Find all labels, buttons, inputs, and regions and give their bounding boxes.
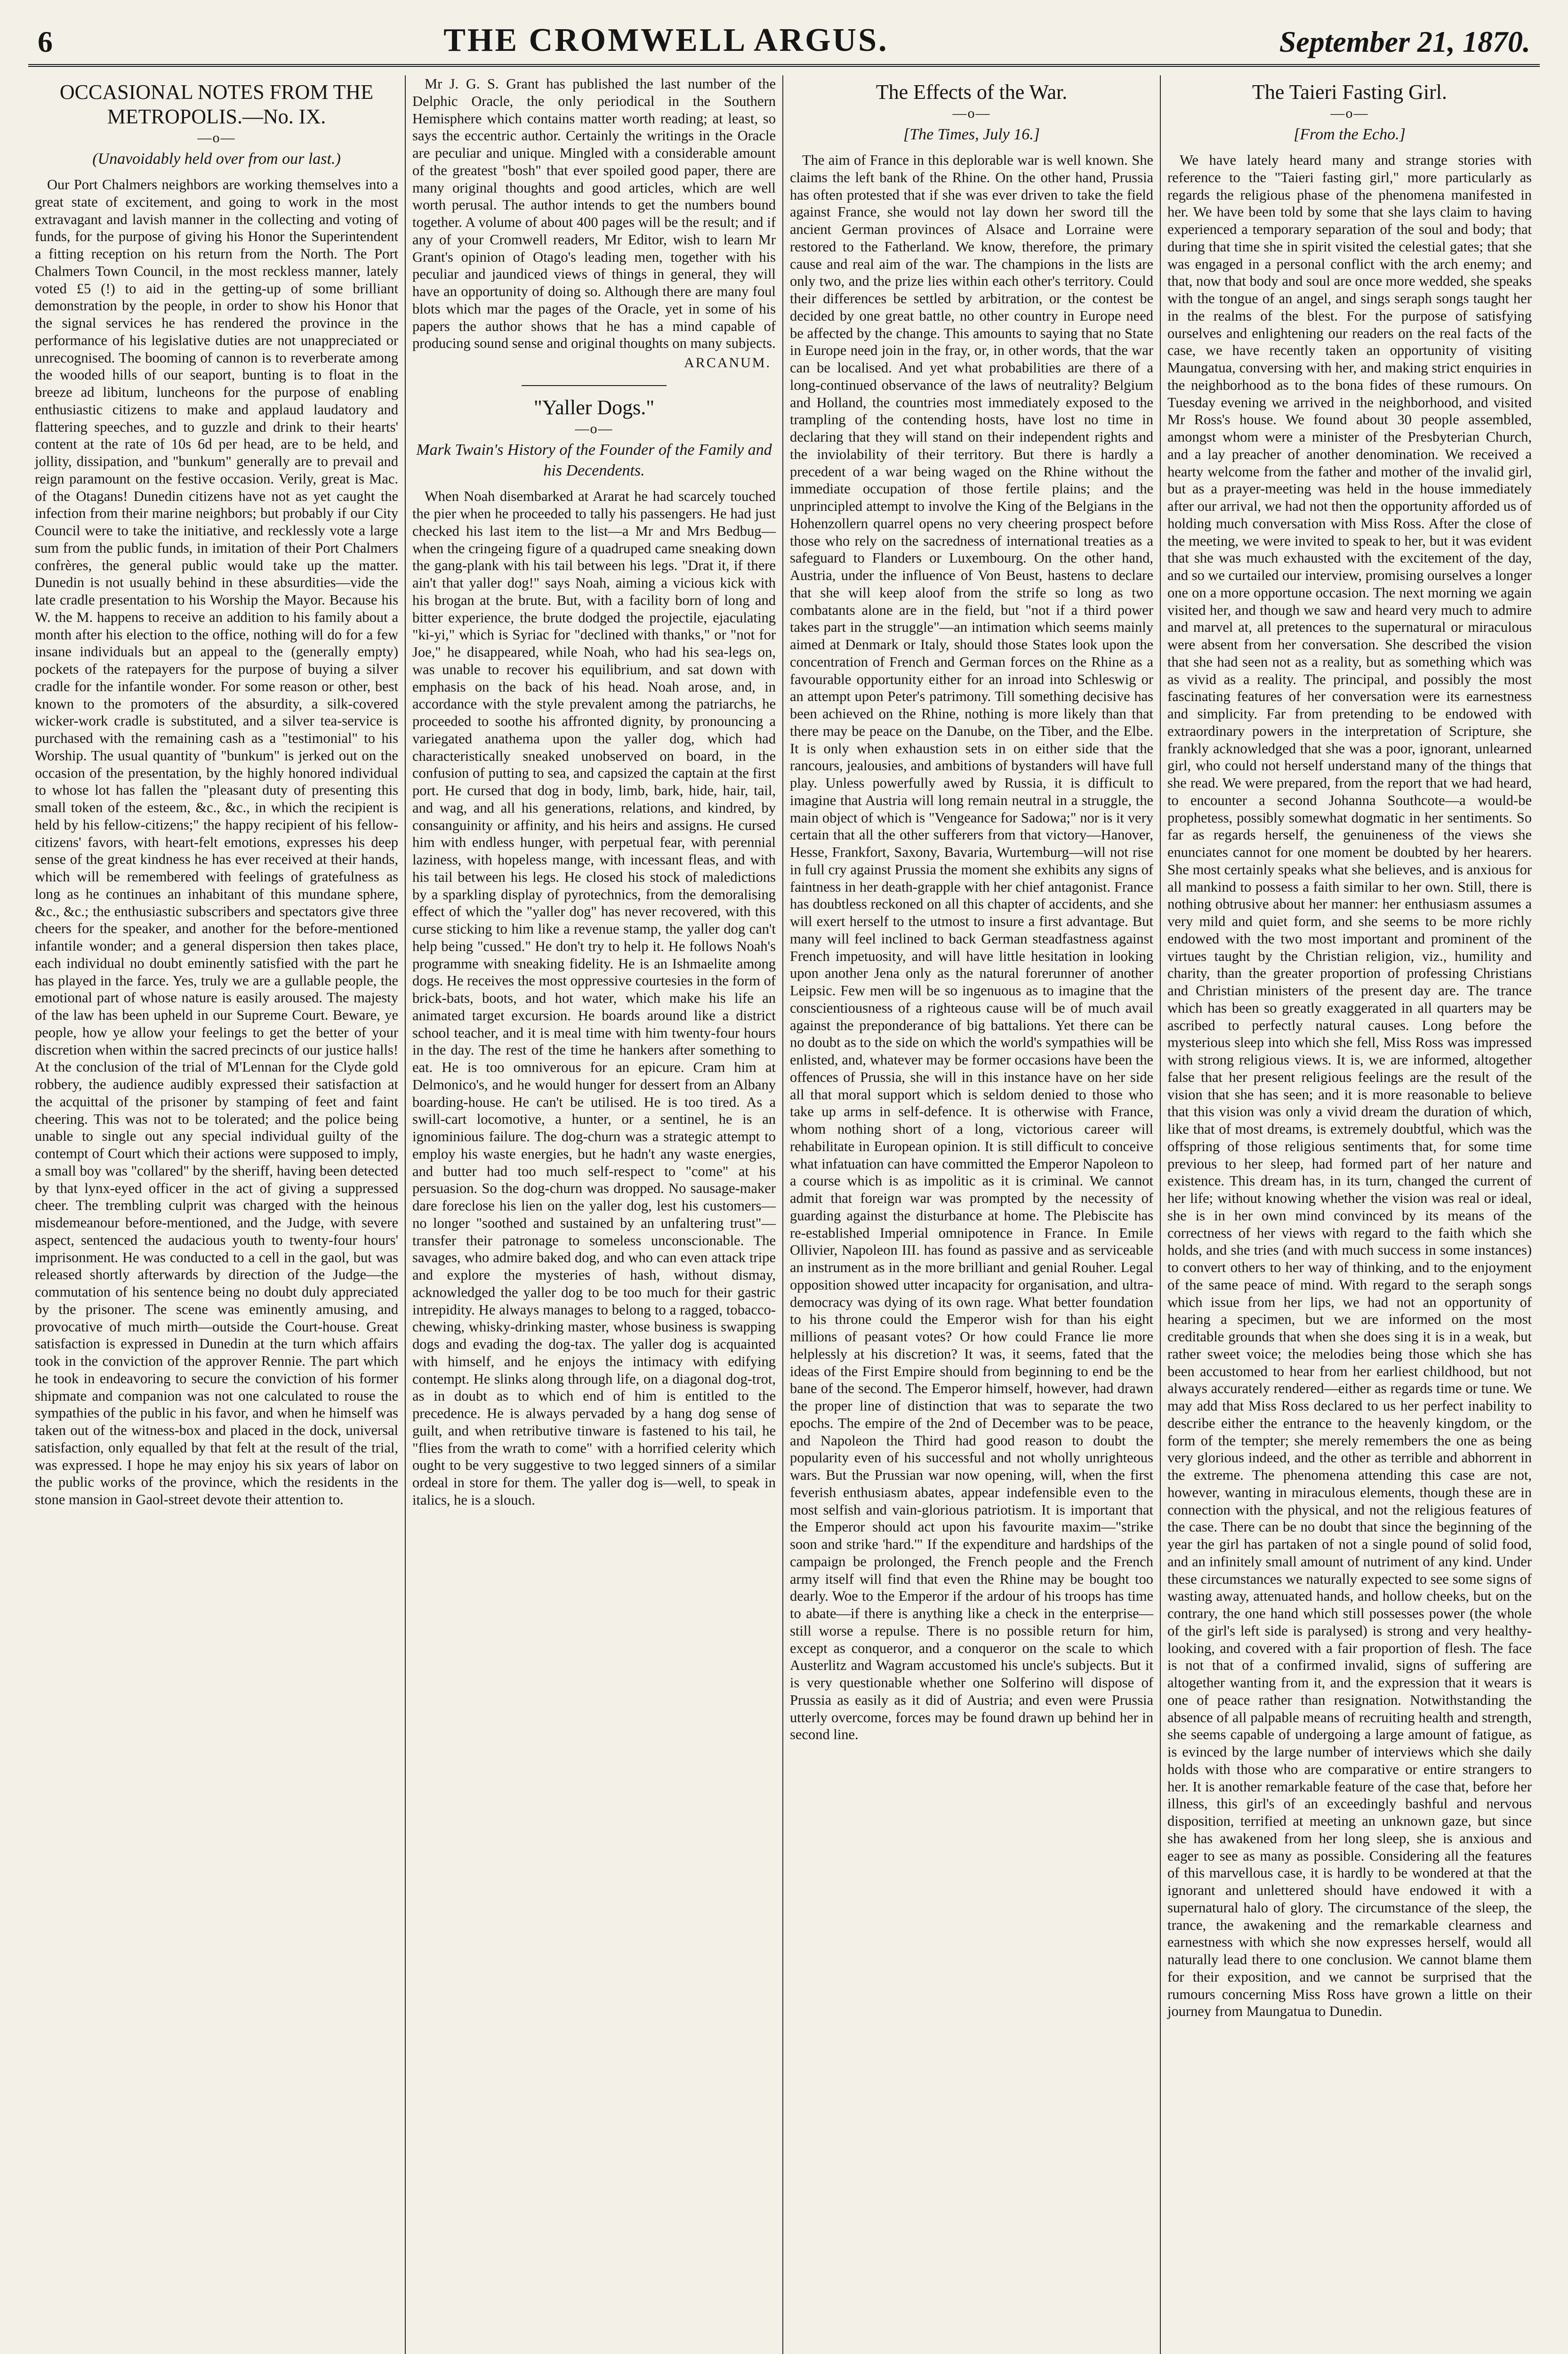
column-2 [406, 75, 783, 2354]
article-title-taieri-fasting-girl: The Taieri Fasting Girl. [1252, 81, 1447, 104]
ornament: —o— [952, 105, 991, 121]
page-number: 6 [38, 25, 53, 58]
column-1 [28, 75, 406, 2354]
article-note: (Unavoidably held over from our last.) [92, 150, 341, 168]
article-signature: ARCANUM. [684, 355, 771, 371]
issue-date: September 21, 1870. [1279, 25, 1530, 58]
article-title-occasional-notes: OCCASIONAL NOTES FROM THE METROPOLIS.—No. IX. [59, 81, 374, 128]
article-body-occasional-notes: Our Port Chalmers neighbors are working themselves into a great state of excitement, and going to work in the most extravagant and lavish manner in the collecting and voting of funds, for the purpose of giving his Honor the Superintendent a fitting reception on his return from the North. The Port Chalmers Town Council, in the most reckless manner, lately voted £5 (!) to aid in the getting-up of some brilliant demonstration by the people, in order to show his Honor that the signal services he has rendered the province in the performance of his legislative duties are not unappreciated or unrecognised. The booming of cannon is to reverberate among the wooded hills of our seaport, bunting is to float in the breeze ad libitum, luncheons for the purpose of enabling enthusiastic citizens to make and applaud laudatory and flattering speeches, and to guzzle and drink to their hearts' content at the rate of 10s 6d per head, are to be held, and jollity, dissipation, and "bunkum" generally are to prevail and reign paramount on the festive occasion. Verily, great is Mac. of the Otagans! Dunedin citizens have not as yet caught the infection from their marine neighbors; but probably if our City Council were to take the initiative, and recklessly vote a large sum from the public funds, in imitation of their Port Chalmers confrères, the general public would take up the matter. Dunedin is not usually behind in these absurdities—vide the late cradle presentation to his Worship the Mayor. Because his W. the M. happens to receive an addition to his family about a month after his election to the office, nothing will do for a few insane individuals but an appeal to the (generally empty) pockets of the ratepayers for the purpose of buying a silver cradle for the infantile wonder. For some reason or other, best known to the promoters of the absurdity, a silk-covered wicker-work cradle is substituted, and a silver tea-service is purchased with the remaining cash as a "testimonial" to his Worship. The usual quantity of "bunkum" is jerked out on the occasion of the presentation, by the highly honored individual to whose lot has fallen the "pleasant duty of presenting this small token of the esteem, &c., &c., in which the recipient is held by his fellow-citizens;" the happy recipient of his fellow-citizens' favors, with heart-felt emotions, expresses his deep sense of the great kindness he has ever received at their hands, which will be remembered with feelings of gratefulness as long as he continues an inhabitant of this mundane sphere, &c., &c.; the enthusiastic subscribers and spectators give three cheers for the speaker, and another for the before-mentioned infantile wonder; and a general dispersion then takes place, each individual no doubt eminently satisfied with the part he has played in the farce. Yes, truly we are a gullable people, the emotional part of whose nature is easily aroused. The majesty of the law has been upheld in our Supreme Court. Beware, ye people, how ye allow your feelings to get the better of your discretion when within the sacred precincts of our justice halls! At the conclusion of the trial of M'Lennan for the Clyde gold robbery, the audience audibly expressed their satisfaction at the acquittal of the prisoner by stamping of feet and faint cheering. This was not to be tolerated; and the police being unable to single out any special individual guilty of the contempt of Court which their actions were supposed to imply, a small boy was "collared" by the sheriff, having been detected by that lynx-eyed officer in the act of giving a suppressed cheer. The trembling culprit was charged with the heinous misdemeanour before-mentioned, and the Judge, with severe aspect, sentenced the audacious youth to twenty-four hours' imprisonment. He was conducted to a cell in the gaol, but was released shortly afterwards by direction of the Judge—the commutation of his sentence being no doubt duly appreciated by the prisoner. The scene was eminently amusing, and provocative of much mirth—outside the Court-house. Great satisfaction is expressed in Dunedin at the turn which affairs took in the conviction of the approver Rennie. The part which he took in endeavoring to secure the conviction of his former shipmate and companion was not one calculated to rouse the sympathies of the public in his favor, and when he himself was taken out of the witness-box and placed in the dock, universal satisfaction, only equalled by that felt at the result of the trial, was expressed. I hope he may enjoy his six years of labor on the public works of the province, which the residents in the stone mansion in Gaol-street devote their attention to. [35, 177, 398, 1508]
masthead [28, 19, 1540, 67]
article-subtitle: Mark Twain's History of the Founder of the Family and his Decendents. [416, 441, 772, 480]
article-source: [From the Echo.] [1294, 125, 1406, 143]
article-body-effects-of-war: The aim of France in this deplorable war is well known. She claims the left bank of the Rhine. On the other hand, Prussia has often protested that if she was ever driven to take the field against France, she would not lay down her sword till the ancient German provinces of Alsace and Lorraine were restored to the Fatherland. We know, therefore, the primary cause and real aim of the war. The champions in the lists are only two, and the prize lies within each other's territory. Could their differences be settled by arbitration, or the contest be decided by one great battle, no other country in Europe need be affected by the change. This amounts to saying that no State in Europe need join in the fray, or, in other words, that the war can be localised. And yet what probabilities are there of a long-continued observance of the laws of neutrality? Belgium and Holland, the countries most immediately exposed to the trampling of the contending hosts, have lost no time in declaring that they will stand on their independent rights and the inviolability of their territory. But there is hardly a precedent of a war being waged on the Rhine without the immediate occupation of those fertile plains; and the unprincipled attempt to involve the King of the Belgians in the Hohenzollern quarrel opens no very cheering prospect before those who rely on the sacredness of international treaties as a safeguard to Flanders or Luxembourg. On the other hand, Austria, under the influence of Von Beust, hastens to declare that she will keep aloof from the strife so long as two combatants alone are in the field, but "not if a third power takes part in the struggle"—an intimation which seems mainly aimed at Denmark or Italy, should those States look upon the concentration of French and German forces on the Rhine as a favourable opportunity either for an inroad into Schleswig or an attempt upon Peter's patrimony. Till something decisive has been achieved on the Rhine, nothing is more likely than that there may be peace on the Danube, on the Tiber, and the Elbe. It is only when exhaustion sets in on either side that the rancours, jealousies, and ambitions of bystanders will have full play. Unless powerfully awed by Russia, it is difficult to imagine that Austria will long remain neutral in a struggle, the main object of which is "Vengeance for Sadowa;" nor is it very certain that all the other sufferers from that victory—Hanover, Hesse, Frankfort, Saxony, Bavaria, Wurtemburg—will not rise in full cry against Prussia the moment she exhibits any signs of faintness in her death-grapple with her chief antagonist. France has doubtless reckoned on all this chapter of accidents, and she will exert herself to the utmost to insure a first advantage. But many will feel inclined to back German steadfastness against French impetuosity, and will have little hesitation in looking upon another Jena only as the natural forerunner of another Leipsic. Few men will be so ingenuous as to imagine that the conscientiousness of a righteous cause will be of much avail against the preponderance of big battalions. Yet there can be no doubt as to the side on which the world's sympathies will be enlisted, and, whatever may be former occasions have been the offences of Prussia, she will in this instance have on her side all that moral support which is seldom denied to those who take up arms in self-defence. It is otherwise with France, whom nothing short of a long, victorious career will rehabilitate in European opinion. It is still difficult to conceive what infatuation can have committed the Emperor Napoleon to a course which is as impolitic as it is criminal. We cannot admit that foreign war was prompted by the necessity of guarding against the disturbance at home. The Plebiscite has re-established Imperial omnipotence in France. In Emile Ollivier, Napoleon III. has found as passive and as serviceable an instrument as in the more brilliant and genial Rouher. Legal opposition showed utter incapacity for organisation, and ultra-democracy was dying of its own rage. What better foundation to his throne could the Emperor wish for than his eight millions of peasant votes? Or how could France lie more helplessly at his discretion? It was, it seems, fated that the ideas of the First Empire should from beginning to end be the bane of the second. The Emperor himself, however, had drawn the proper line of distinction that was to separate the two epochs. The empire of the 2nd of December was to be peace, and Napoleon the Third had good reason to doubt the popularity even of his successful and not wholly unrighteous wars. But the Prussian war now opening, will, when the first feverish enthusiasm abates, appear indefensible even to the most selfish and vain-glorious patriotism. It is important that the Emperor should act upon his favourite maxim—"strike soon and strike 'hard.'" If the expenditure and hardships of the campaign be prolonged, the French people and the French army itself will find that even the Rhine may be bought too dearly. Woe to the Emperor if the ardour of his troops has time to abate—if there is anything like a check in the enterprise—still worse a repulse. There is no possible return for him, except as conqueror, and a conqueror on the scale to which Austerlitz and Wagram accustomed his uncle's subjects. But it is very questionable whether one Solferino will dispose of Prussia as easily as it did of Austria; and even were Prussia utterly overcome, forces may be found drawn up behind her in second line. [790, 152, 1153, 1743]
article-body-taieri-fasting-girl: We have lately heard many and strange stories with reference to the "Taieri fasting girl," more particularly as regards the religious phase of the phenomena manifested in her. We have been told by some that she lays claim to having experienced a temporary separation of the soul and body; that during that time she in spirit visited the celestial gates; that she was engaged in a personal conflict with the arch enemy; and that, now that body and soul are once more wedded, she speaks with the tongue of an angel, and sings seraph songs taught her in the realms of the blest. For the purpose of satisfying ourselves and enlightening our readers on the real facts of the case, we have recently taken an opportunity of visiting Maungatua, conversing with her, and making strict enquiries in the neighborhood as to the bona fides of these rumours. On Tuesday evening we arrived in the neighborhood, and visited Mr Ross's house. We found about 30 people assembled, amongst whom were a minister of the Presbyterian Church, and a lay preacher of another denomination. We received a hearty welcome from the father and mother of the invalid girl, but as a prayer-meeting was held in the house immediately after our arrival, we had not then the opportunity afforded us of holding much conversation with Miss Ross. After the close of the meeting, we were invited to speak to her, but it was evident that she was much exhausted with the excitement of the day, and so we curtailed our interview, promising ourselves a longer one on a more opportune occasion. The next morning we again visited her, and though we saw and heard very much to admire and marvel at, all pretences to the supernatural or miraculous were absent from her conversation. She described the vision that she had seen not as a reality, but as something which was as vivid as a reality. The principal, and possibly the most fascinating features of her conversation were its earnestness and simplicity. Far from pretending to be endowed with extraordinary powers in the interpretation of Scripture, she frankly acknowledged that she was a poor, ignorant, unlearned girl, who could not herself understand many of the things that she read. We were prepared, from the report that we had heard, to encounter a second Johanna Southcote—a would-be prophetess, possibly somewhat dogmatic in her sentiments. So far as regards herself, the genuineness of the views she enunciates cannot for one moment be doubted by her hearers. She most certainly speaks what she believes, and is anxious for all mankind to possess a faith similar to her own. Still, there is nothing obtrusive about her manner: her enthusiasm assumes a very mild and quiet form, and she seems to be more richly endowed with the two most important and prominent of the virtues taught by the Christian religion, viz., humility and charity, than the greater proportion of professing Christians and Christian ministers of the present day are. The trance which has been so greatly exaggerated in all quarters may be ascribed to perfectly natural causes. Long before the mysterious sleep into which she fell, Miss Ross was impressed with strong religious views. It is, we are informed, altogether false that her present religious feelings are the result of the vision that she has seen; and it is more reasonable to believe that this vision was only a vivid dream the duration of which, like that of most dreams, is extremely doubtful, which was the offspring of those religious sentiments that, for some time previous to her sleep, had formed part of her nature and existence. This dream has, in its turn, changed the current of her life; without knowing whether the vision was real or ideal, she is in her own mind convinced by its means of the correctness of her views with regard to the faith which she holds, and she tries (and with much success in some instances) to convert others to her way of thinking, and to the enjoyment of the same peace of mind. With regard to the seraph songs which issue from her lips, we had not an opportunity of hearing a specimen, but we are informed on the most creditable grounds that when she does sing it is in a weak, but rather sweet voice; the melodies being those which she has been accustomed to hear from her earliest childhood, but not always accurately rendered—either as regards time or tune. We may add that Miss Ross declared to us her perfect inability to describe either the entrance to the heavenly kingdom, or the form of the tempter; she merely remembers the one as being very glorious indeed, and the other as terrible and abhorrent in the extreme. The phenomena attending this case are not, however, wanting in miraculous elements, though these are in connection with the physical, and not the religious features of the case. There can be no doubt that since the beginning of the year the girl has partaken of not a single pound of solid food, and an infinitely small amount of nutriment of any kind. Under these circumstances we naturally expected to see some signs of wasting away, attenuated hands, and hollow cheeks, but on the contrary, the one hand which still possesses power (the whole of the girl's left side is paralysed) is strong and very healthy-looking, and covered with a fair proportion of flesh. The face is not that of a confirmed invalid, signs of suffering are altogether wanting from it, and the expression that it wears is one of peace rather than resignation. Notwithstanding the absence of all palpable means of recruiting health and strength, she seems capable of undergoing a large amount of fatigue, as is evinced by the large number of interviews which she daily holds with those who are comparative or entire strangers to her. It is another remarkable feature of the case that, before her illness, this girl's of an exceedingly bashful and nervous disposition, terrified at meeting an unknown gaze, but since she has awakened from her long sleep, she is anxious and eager to see as many as possible. Considering all the features of this marvellous case, it is hardly to be wondered at that the ignorant and unlettered should have endowed it with a supernatural halo of glory. The circumstance of the sleep, the trance, the awakening and the remarkable clearness and earnestness with which she now expresses herself, would all naturally lead there to one conclusion. We cannot blame them for their exposition, and we cannot be surprised that the rumours concerning Miss Ross have grown a little on their journey from Maungatua to Dunedin. [1167, 152, 1532, 2020]
article-body-yaller-dogs: When Noah disembarked at Ararat he had scarcely touched the pier when he proceeded to tally his passengers. He had just checked his last item to the list—a Mr and Mrs Bedbug—when the cringeing figure of a quadruped came sneaking down the gang-plank with his tail between his legs. "Drat it, if there ain't that yaller dog!" says Noah, aiming a vicious kick with his brogan at the brute. But, with a facility born of long and bitter experience, the brute dodged the projectile, ejaculating "ki-yi," which is Syriac for "declined with thanks," or "not for Joe," he disappeared, while Noah, who had his sea-legs on, was unable to recover his equilibrium, and sat down with emphasis on the back of his head. Noah arose, and, in accordance with the style prevalent among the patriarchs, he proceeded to soothe his affronted dignity, by pronouncing a variegated anathema upon the yaller dog, which had characteristically sneaked unobserved on board, in the confusion of putting to sea, and capsized the captain at the first port. He cursed that dog in body, limb, bark, hide, hair, tail, and wag, and all his generations, relations, and kindred, by consanguinity or affinity, and his heirs and assigns. He cursed him with endless hunger, with perpetual fear, with perennial laziness, with hopeless mange, with incessant fleas, and with his tail between his legs. He closed his stock of maledictions by a sparkling display of pyrotechnics, from the demoralising effect of which the "yaller dog" has never recovered, with this curse sticking to him like a revenue stamp, the yaller dog can't help being "cussed." He don't try to help it. He follows Noah's programme with sneaking fidelity. He is an Ishmaelite among dogs. He receives the most oppressive courtesies in the form of brick-bats, boots, and hot water, which make his life an animated target excursion. He boards around like a district school teacher, and it is meal time with him twenty-four hours in the day. The rest of the time he hankers after something to eat. He is too omniverous for an epicure. Cram him at Delmonico's, and he would hunger for dessert from an Albany boarding-house. He can't be utilised. He is too tired. As a swill-cart locomotive, a hunter, or a sentinel, he is an ignominious failure. The dog-churn was a strategic attempt to employ his waste energies, but he hadn't any waste energies, and butter had too much self-respect to "come" at his persuasion. So the dog-churn was dropped. No sausage-maker dare foreclose his lien on the yaller dog, lest his customers—no longer "soothed and sustained by an unfaltering trust"—transfer their patronage to someless unconscionable. The savages, who admire baked dog, and who can even attack tripe and explore the mysteries of hash, without dismay, acknowledged the yaller dog to be too much for their gastric intrepidity. He always manages to belong to a ragged, tobacco-chewing, whisky-drinking master, whose business is swapping dogs and evading the dog-tax. The yaller dog is acquainted with himself, and he enjoys the intimacy with edifying contempt. He slinks along through life, on a diagonal dog-trot, as in doubt as to which end of him is entitled to the precedence. He is always pervaded by a hang dog sense of guilt, and when retributive tinware is fastened to his tail, he "flies from the wrath to come" with a horrified celerity which ought to be very suggestive to two legged sinners of a similar ordeal in store for them. The yaller dog is—well, to speak in italics, he is a slouch. [412, 488, 776, 1508]
article-title-effects-of-war: The Effects of the War. [876, 81, 1068, 104]
ornament: —o— [1330, 105, 1369, 121]
article-divider [522, 385, 667, 386]
article-title-yaller-dogs: "Yaller Dogs." [533, 396, 655, 419]
paper-title: THE CROMWELL ARGUS. [443, 22, 889, 58]
ornament: —o— [575, 420, 613, 436]
column-4 [1161, 75, 1538, 2354]
article-source: [The Times, July 16.] [903, 125, 1040, 143]
ornament: —o— [197, 129, 236, 145]
column-3 [783, 75, 1161, 2354]
article-body-continued: Mr J. G. S. Grant has published the last number of the Delphic Oracle, the only periodical in the Southern Hemisphere which contains matter worth reading; at least, so says the eccentric author. Certainly the writings in the Oracle are peculiar and unique. Mingled with a considerable amount of the greatest "bosh" that ever spoiled good paper, there are many original thoughts and good articles, which are well worth perusal. The author intends to get the numbers bound together. A volume of about 400 pages will be the result; and if any of your Cromwell readers, Mr Editor, wish to learn Mr Grant's opinion of Otago's leading men, together with his peculiar and jaundiced views of things in general, they will have an opportunity of doing so. Although there are many foul blots which mar the pages of the Oracle, yet in some of his papers the author shows that he has a mind capable of producing sound sense and original thoughts on many subjects. [412, 76, 776, 352]
columns [28, 75, 1540, 2354]
